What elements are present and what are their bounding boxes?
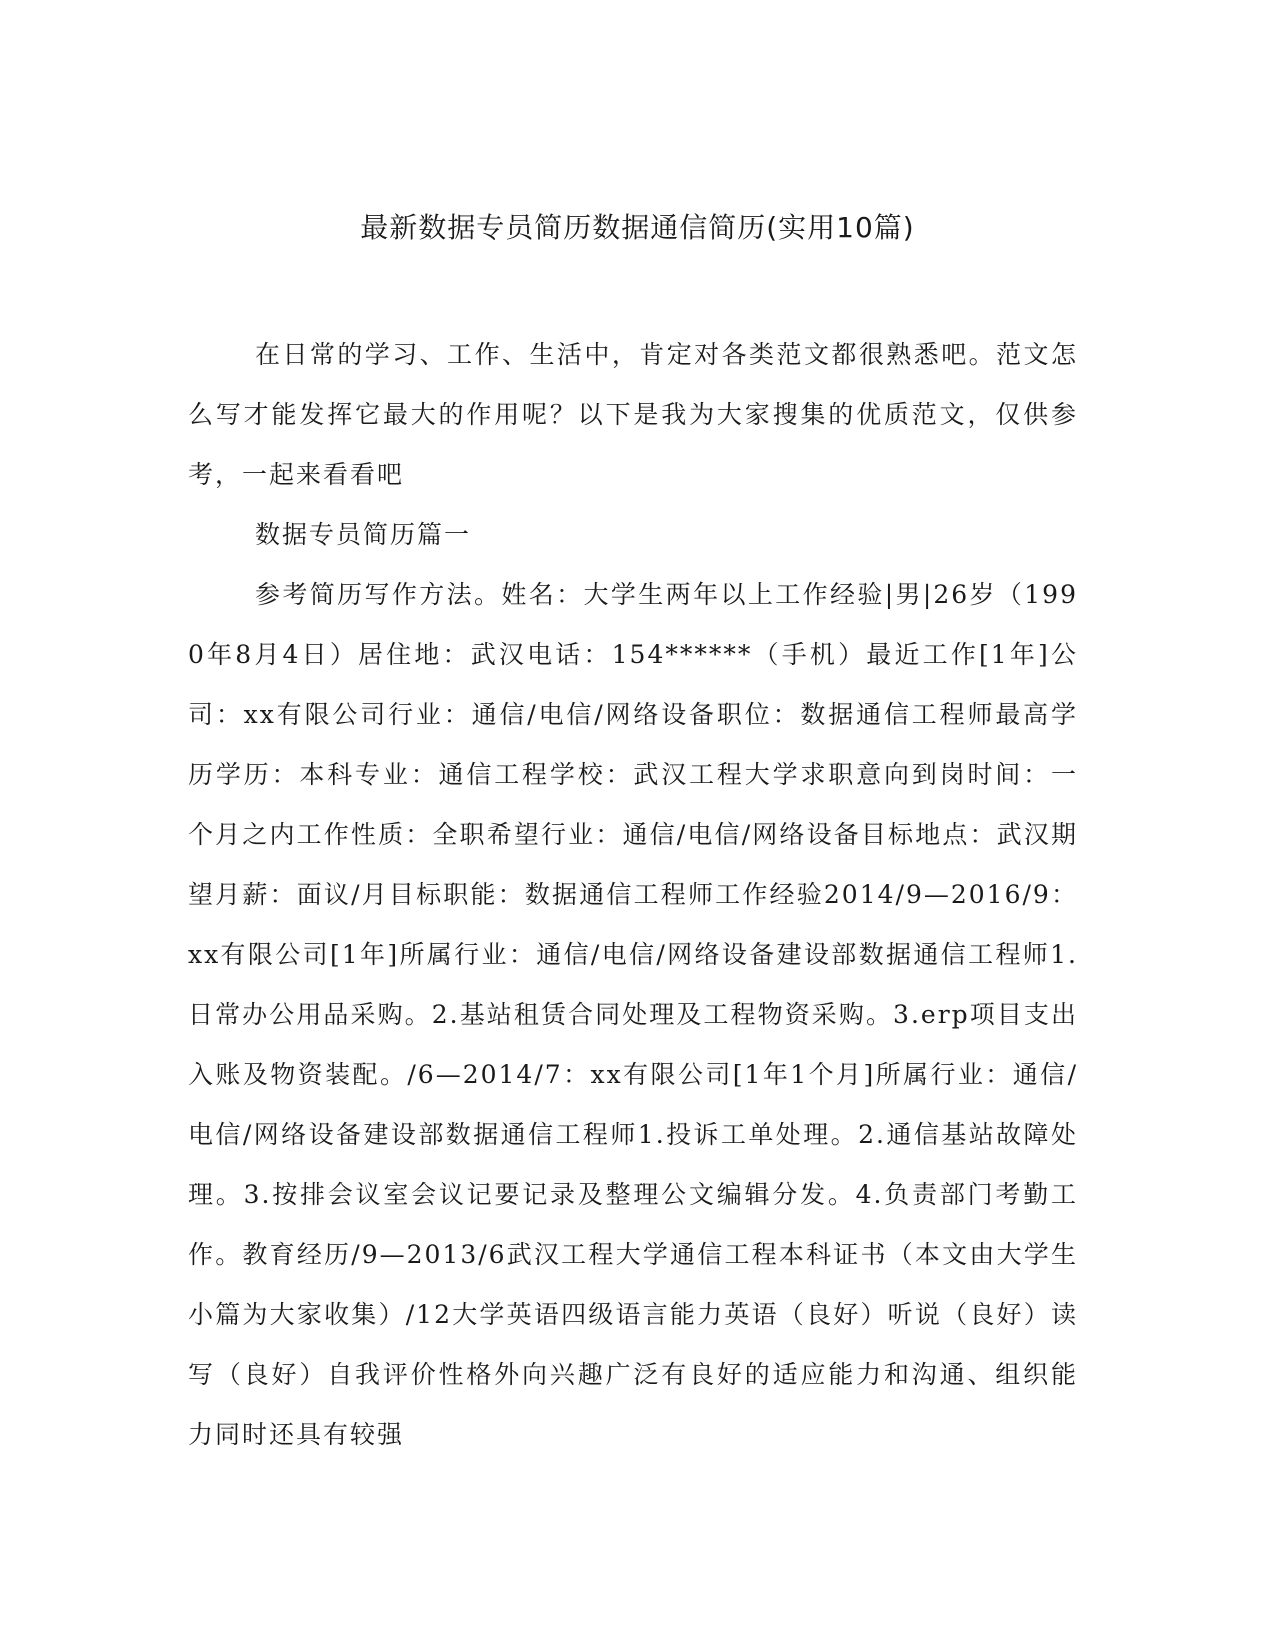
resume-paragraph: 参考简历写作方法。姓名：大学生两年以上工作经验|男|26岁（1990年8月4日）居住地：武汉电话：154******（手机）最近工作[1年]公司：xx有限公司行业：通信/电信/网络设备职位：数据通信工程师最高学历学历：本科专业：通信工程学校：武汉工程大学求职意向到岗时间：一个月之内工作性质：全职希望行业：通信/电信/网络设备目标地点：武汉期望月薪：面议/月目标职能：数据通信工程师工作经验2014/9—2016/9：xx有限公司[1年]所属行业：通信/电信/网络设备建设部数据通信工程师1.日常办公用品采购。2.基站租赁合同处理及工程物资采购。3.erp项目支出入账及物资装配。/6—2014/7：xx有限公司[1年1个月]所属行业：通信/电信/网络设备建设部数据通信工程师1.投诉工单处理。2.通信基站故障处理。3.按排会议室会议记要记录及整理公文编辑分发。4.负责部门考勤工作。教育经历/9—2013/6武汉工程大学通信工程本科证书（本文由大学生小篇为大家收集）/12大学英语四级语言能力英语（良好）听说（良好）读写（良好）自我评价性格外向兴趣广泛有良好的适应能力和沟通、组织能力同时还具有较强 (188, 580, 1078, 1449)
section-heading: 数据专员简历篇一 (255, 520, 472, 549)
document-body (188, 325, 1078, 1465)
document-title: 最新数据专员简历数据通信简历(实用10篇) (360, 211, 915, 244)
intro-paragraph: 在日常的学习、工作、生活中，肯定对各类范文都很熟悉吧。范文怎么写才能发挥它最大的作用呢？以下是我为大家搜集的优质范文，仅供参考，一起来看看吧 (188, 340, 1078, 489)
